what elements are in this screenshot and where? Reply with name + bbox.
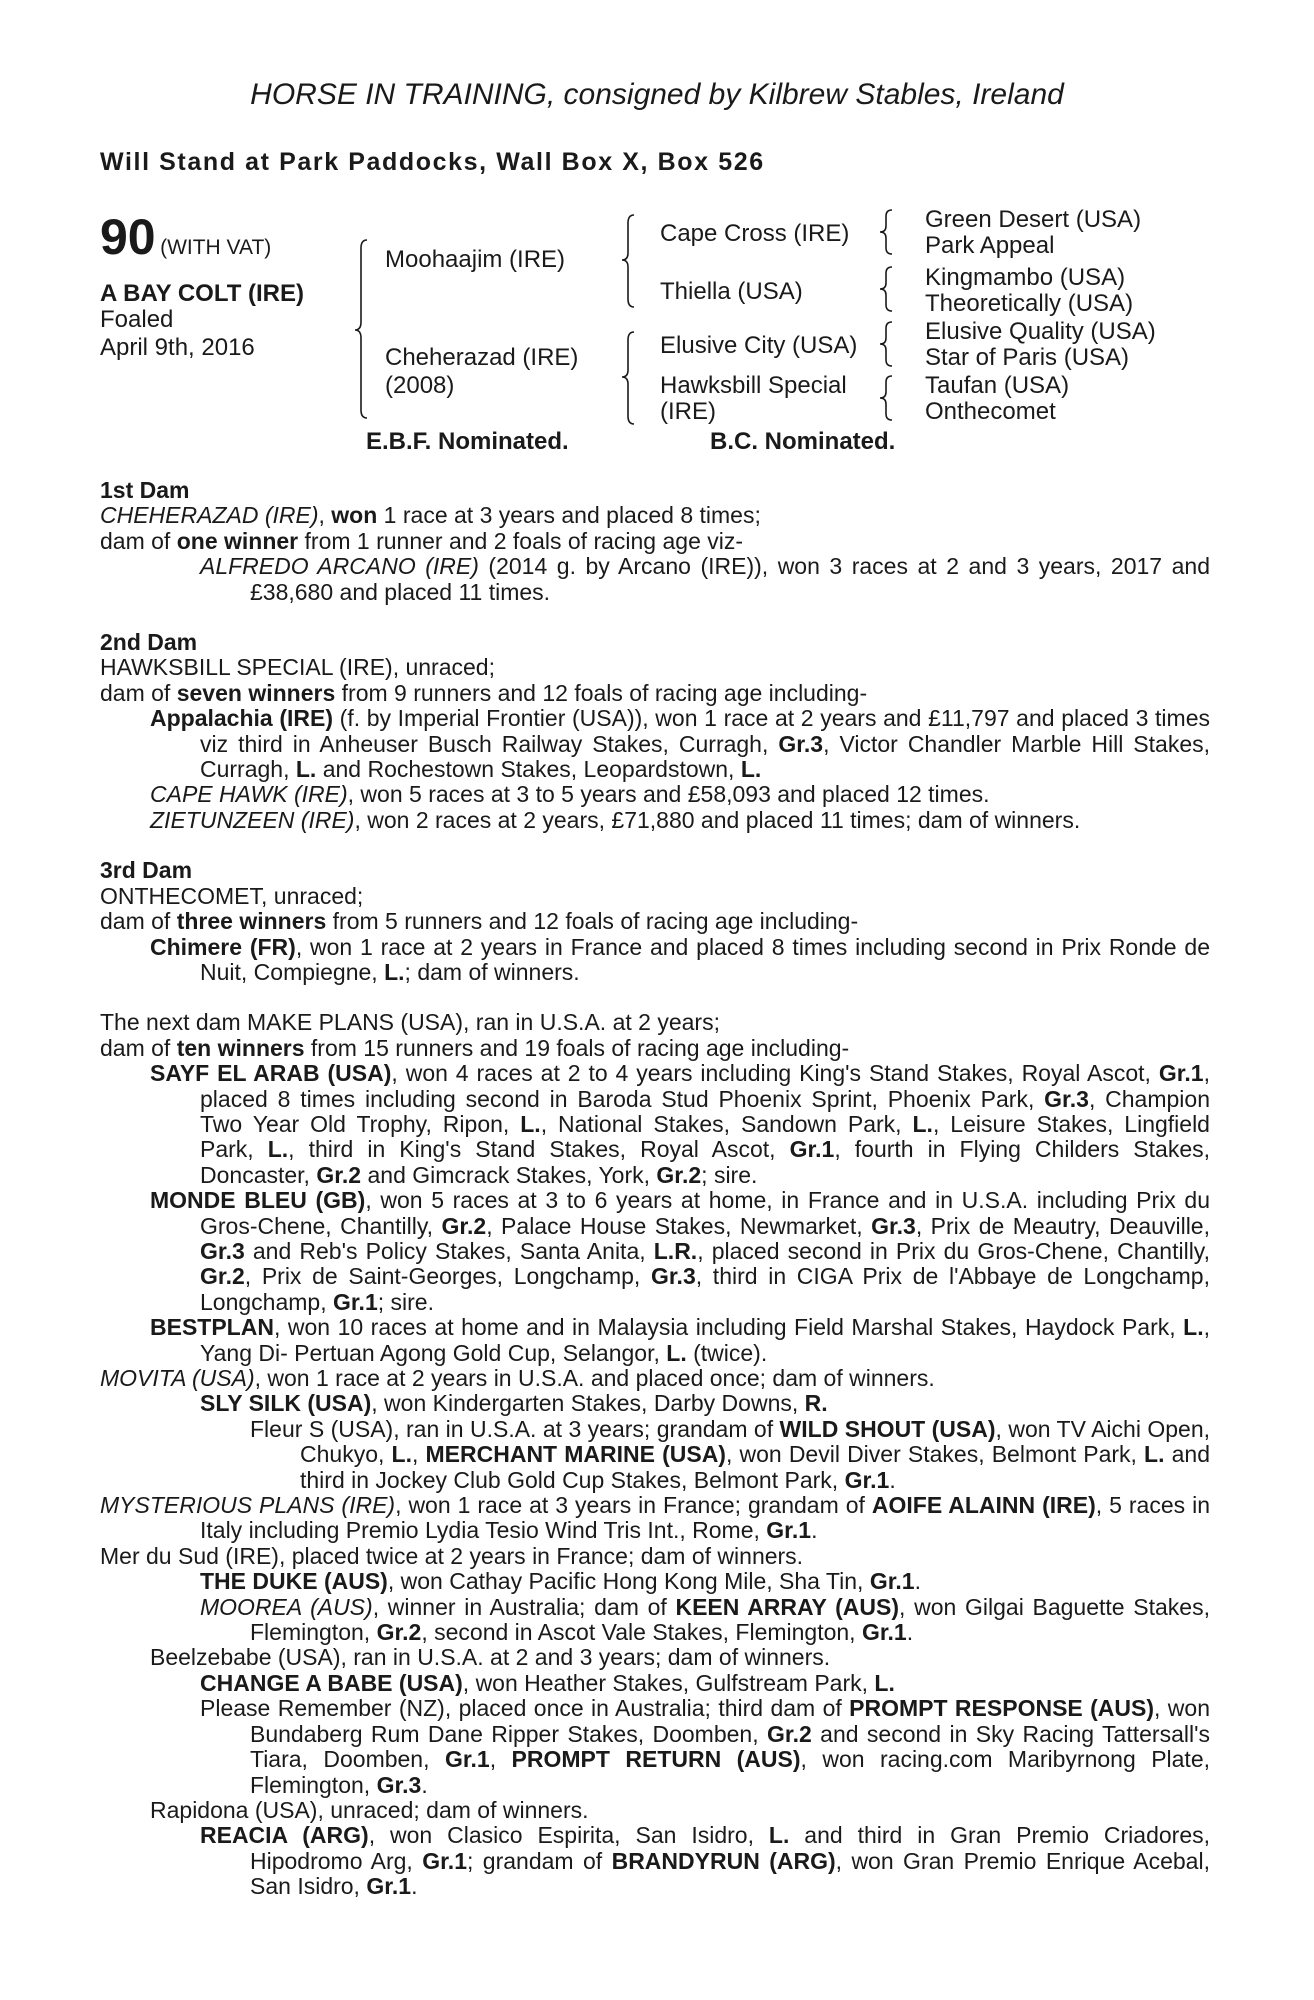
text: ; sire.	[377, 1288, 434, 1315]
text: (twice).	[686, 1339, 768, 1366]
horse-name: Chimere (FR)	[150, 933, 296, 960]
grade: L.	[384, 958, 405, 985]
text: , won Cathay Pacific Hong Kong Mile, Sha Tin,	[387, 1568, 870, 1595]
dam-dam-sire: Taufan (USA)	[925, 372, 1070, 399]
text: .	[889, 1466, 896, 1493]
pedigree-notes	[100, 478, 1210, 1900]
first-dam-line	[100, 503, 1210, 528]
horse-name: ZIETUNZEEN (IRE)	[150, 806, 355, 833]
grade: L.	[874, 1669, 895, 1696]
grade: Gr.3	[376, 1771, 422, 1798]
text: and Reb's Policy Stakes, Santa Anita,	[244, 1237, 654, 1264]
horse-name: CAPE HAWK (IRE)	[150, 781, 348, 808]
first-dam-produce-line	[100, 529, 1210, 554]
third-dam-heading: 3rd Dam	[100, 857, 193, 884]
produce-entry	[100, 1493, 1210, 1544]
text: , won racing.com Maribyrnong Plate, Flemington,	[250, 1746, 1211, 1798]
text: , Palace House Stakes, Newmarket,	[486, 1212, 872, 1239]
dam-sire: Elusive City (USA)	[660, 332, 858, 359]
winner-count: seven winners	[176, 679, 336, 706]
text: Fleur S (USA), ran in U.S.A. at 3 years; grandam of	[250, 1415, 780, 1442]
horse-name: AOIFE ALAINN (IRE)	[871, 1492, 1096, 1519]
pedigree-bracket-3a	[880, 208, 900, 256]
lot-name: A BAY COLT (IRE)	[100, 280, 305, 307]
horse-name: SLY SILK (USA)	[200, 1390, 372, 1417]
pedigree-bracket-3d	[880, 374, 900, 422]
text: ; dam of winners.	[404, 958, 580, 985]
horse-name: MONDE BLEU (GB)	[150, 1187, 366, 1214]
text: .	[421, 1771, 428, 1798]
grade: L.	[295, 756, 317, 783]
text: , won Gran Premio Enrique Acebal, San Isidro,	[250, 1847, 1210, 1900]
produce-entry: Beelzebabe (USA), ran in U.S.A. at 2 and 3 years; dam of winners.	[150, 1644, 831, 1671]
sire-dam-dam: Theoretically (USA)	[925, 290, 1134, 317]
text: , placed 8 times including second in Baroda Stud Phoenix Sprint, Phoenix Park,	[200, 1060, 1210, 1112]
produce-entry	[100, 808, 1210, 833]
text: , placed second in Prix du Gros-Chene, Chantilly,	[697, 1237, 1210, 1264]
grade: L.	[1144, 1441, 1165, 1468]
produce-entry	[100, 554, 1210, 605]
dam-dam-dam: Onthecomet	[925, 398, 1056, 425]
grade: Gr.3	[200, 1237, 245, 1264]
winner-count: one winner	[176, 527, 299, 554]
text: and second in Sky Racing Tattersall's Tiara, Doomben,	[250, 1720, 1210, 1773]
produce-entry: Rapidona (USA), unraced; dam of winners.	[150, 1796, 589, 1823]
grade: Gr.3	[871, 1212, 916, 1239]
text: ,	[318, 502, 332, 529]
pedigree-bracket-3c	[880, 320, 900, 368]
won-label: won	[331, 502, 378, 529]
text: , won Devil Diver Stakes, Belmont Park,	[725, 1441, 1145, 1468]
ebf-nomination: E.B.F. Nominated.	[366, 428, 569, 455]
grade: Gr.1	[861, 1619, 907, 1646]
text: dam of	[100, 1034, 177, 1061]
text: , Prix de Meautry, Deauville,	[915, 1212, 1210, 1239]
text: , Prix de Saint-Georges, Longchamp,	[244, 1263, 651, 1290]
dam-sire-sire: Elusive Quality (USA)	[925, 318, 1156, 345]
sire-dam: Thiella (USA)	[660, 278, 803, 305]
stand-location: Will Stand at Park Paddocks, Wall Box X, Box 526	[100, 148, 765, 176]
horse-name: MOVITA (USA)	[100, 1365, 255, 1391]
text: dam of	[100, 679, 177, 706]
grade: Gr.1	[869, 1568, 915, 1595]
grade: Gr.1	[766, 1517, 812, 1544]
produce-entry	[100, 1417, 1210, 1493]
text: , won 2 races at 2 years, £71,880 and placed 11 times; dam of winners.	[354, 806, 1081, 833]
pedigree-bracket-1	[355, 238, 375, 420]
pedigree-bracket-2a	[622, 213, 642, 309]
dam-sire-dam: Star of Paris (USA)	[925, 344, 1130, 371]
grade: Gr.2	[376, 1619, 422, 1646]
grade: Gr.1	[332, 1288, 378, 1315]
text: .	[411, 1873, 418, 1900]
first-dam-name: CHEHERAZAD (IRE)	[100, 502, 319, 529]
grade: L.R.	[653, 1237, 698, 1264]
text: dam of	[100, 908, 177, 935]
text: , won Gilgai Baguette Stakes, Flemington,	[250, 1593, 1210, 1646]
text: .	[906, 1619, 914, 1646]
text: from 15 runners and 19 foals of racing age including-	[304, 1034, 850, 1061]
text: Please Remember (NZ), placed once in Australia; third dam of	[200, 1695, 850, 1722]
first-dam-heading: 1st Dam	[100, 477, 190, 503]
sire-sire-dam: Park Appeal	[925, 232, 1055, 259]
grade: L.	[1183, 1314, 1204, 1341]
winner-count: ten winners	[176, 1034, 305, 1061]
horse-name: MYSTERIOUS PLANS (IRE)	[100, 1492, 396, 1519]
text: , National Stakes, Sandown Park,	[540, 1110, 913, 1137]
text: , fourth in Flying Childers Stakes, Doncaster,	[200, 1136, 1211, 1188]
produce-entry	[100, 706, 1210, 782]
grade: Gr.2	[441, 1212, 487, 1239]
text: from 9 runners and 12 foals of racing age including-	[335, 679, 868, 706]
produce-entry	[100, 1823, 1210, 1899]
text: , second in Ascot Vale Stakes, Flemington,	[421, 1619, 862, 1646]
text: and Gimcrack Stakes, York,	[361, 1161, 657, 1188]
grade: L.	[912, 1110, 933, 1137]
produce-entry	[100, 1696, 1210, 1798]
horse-name: PROMPT RETURN (AUS)	[511, 1746, 801, 1773]
text: , won Clasico Espirita, San Isidro,	[368, 1822, 769, 1849]
dam-year: (2008)	[385, 372, 455, 399]
dam: Cheherazad (IRE)	[385, 344, 579, 371]
horse-name: PROMPT RESPONSE (AUS)	[849, 1695, 1155, 1722]
text: , won Heather Stakes, Gulfstream Park,	[462, 1669, 875, 1696]
grade: L.	[520, 1110, 541, 1137]
grade: Gr.1	[422, 1847, 467, 1874]
third-dam-line: ONTHECOMET, unraced;	[100, 882, 364, 909]
next-dam-section	[100, 1010, 1210, 1899]
horse-name: KEEN ARRAY (AUS)	[675, 1593, 900, 1620]
produce-entry	[100, 782, 1210, 807]
second-dam-section	[100, 630, 1210, 833]
text: from 5 runners and 12 foals of racing age including-	[326, 908, 859, 935]
horse-name: BESTPLAN	[150, 1314, 274, 1341]
dam-dam-country: (IRE)	[660, 398, 716, 425]
text: (f. by Imperial Frontier (USA)), won 1 race at 2 years and £11,797 and placed 3 times viz third in Anheuser Busch Railway Stakes, Curragh,	[200, 705, 1210, 757]
sire-dam-sire: Kingmambo (USA)	[925, 264, 1126, 291]
grade: R.	[804, 1390, 828, 1417]
horse-name: THE DUKE (AUS)	[200, 1568, 388, 1595]
text: (2014 g. by Arcano (IRE)), won 3 races at 2 and 3 years, 2017 and £38,680 and placed 11 times.	[250, 553, 1210, 605]
sire: Moohaajim (IRE)	[385, 246, 566, 273]
bc-nomination: B.C. Nominated.	[710, 428, 896, 455]
produce-entry	[100, 1671, 1210, 1696]
text: , won 5 races at 3 to 5 years and £58,093 and placed 12 times.	[347, 781, 990, 808]
produce-entry	[100, 1569, 1210, 1594]
text: , Yang Di- Pertuan Agong Gold Cup, Selangor,	[200, 1314, 1210, 1366]
horse-name: MOOREA (AUS)	[200, 1593, 373, 1620]
second-dam-heading: 2nd Dam	[100, 629, 198, 656]
grade: Gr.3	[650, 1263, 696, 1290]
catalogue-header: HORSE IN TRAINING, consigned by Kilbrew Stables, Ireland	[250, 78, 1064, 111]
lot-number: 90	[100, 209, 156, 265]
text: ; sire.	[701, 1161, 758, 1188]
text: , 5 races in Italy including Premio Lydia Tesio Wind Tris Int., Rome,	[200, 1492, 1211, 1544]
text: , won 5 races at 3 to 6 years at home, in France and in U.S.A. including Prix du Gros-Chene, Chantilly,	[200, 1187, 1210, 1239]
text: from 1 runner and 2 foals of racing age viz-	[298, 527, 744, 554]
produce-entry	[100, 935, 1210, 986]
produce-entry	[100, 1595, 1210, 1646]
horse-name: MERCHANT MARINE (USA)	[425, 1441, 726, 1468]
horse-name: CHANGE A BABE (USA)	[200, 1669, 463, 1696]
text: .	[811, 1517, 818, 1544]
sire-sire: Cape Cross (IRE)	[660, 220, 850, 247]
horse-name: ALFREDO ARCANO (IRE)	[200, 553, 479, 580]
next-dam-line: The next dam MAKE PLANS (USA), ran in U.S.A. at 2 years;	[100, 1009, 720, 1036]
horse-name: SAYF EL ARAB (USA)	[150, 1060, 392, 1087]
horse-name: BRANDYRUN (ARG)	[611, 1847, 836, 1874]
text: ,	[489, 1746, 512, 1773]
text: ; grandam of	[467, 1847, 612, 1874]
text: .	[914, 1568, 921, 1595]
grade: Gr.2	[767, 1720, 812, 1747]
grade: Gr.2	[200, 1263, 245, 1290]
sire-sire-sire: Green Desert (USA)	[925, 206, 1142, 233]
grade: L.	[391, 1441, 412, 1468]
text: , won Bundaberg Rum Dane Ripper Stakes, Doomben,	[250, 1695, 1210, 1747]
text: , won Kindergarten Stakes, Darby Downs,	[371, 1390, 805, 1417]
text: , Victor Chandler Marble Hill Stakes, Curragh,	[200, 730, 1211, 783]
text: , won 4 races at 2 to 4 years including King's Stand Stakes, Royal Ascot,	[391, 1060, 1159, 1087]
third-dam-section	[100, 858, 1210, 985]
text: , won 1 race at 2 years in France and placed 8 times including second in Prix Ronde de Nuit, Compiegne,	[200, 933, 1210, 985]
grade: Gr.1	[366, 1873, 412, 1900]
foaled-label: Foaled	[100, 306, 174, 333]
produce-entry: Mer du Sud (IRE), placed twice at 2 years in France; dam of winners.	[100, 1542, 804, 1569]
dam-dam: Hawksbill Special	[660, 372, 847, 399]
grade: Gr.1	[789, 1136, 835, 1163]
text: and third in Jockey Club Gold Cup Stakes, Belmont Park,	[300, 1441, 1211, 1493]
produce-entry	[100, 1061, 1210, 1188]
text: , Champion Two Year Old Trophy, Ripon,	[200, 1085, 1210, 1137]
text: , won TV Aichi Open, Chukyo,	[300, 1415, 1211, 1468]
text: , Leisure Stakes, Lingfield Park,	[200, 1110, 1210, 1163]
second-dam-line: HAWKSBILL SPECIAL (IRE), unraced;	[100, 654, 495, 681]
horse-name: REACIA (ARG)	[200, 1822, 369, 1849]
grade: Gr.2	[316, 1161, 362, 1188]
text: , third in King's Stand Stakes, Royal Ascot,	[288, 1136, 790, 1163]
grade: Gr.1	[1158, 1060, 1204, 1087]
grade: Gr.1	[844, 1466, 890, 1493]
produce-entry	[100, 1366, 1210, 1391]
text: dam of	[100, 527, 177, 554]
grade: L.	[666, 1339, 687, 1366]
vat-note: (WITH VAT)	[160, 236, 272, 259]
grade: Gr.1	[444, 1746, 490, 1773]
grade: Gr.3	[1044, 1085, 1089, 1112]
text: and third in Gran Premio Criadores, Hipodromo Arg,	[250, 1822, 1211, 1874]
grade: L.	[267, 1136, 289, 1163]
third-dam-produce-line	[100, 909, 1210, 934]
grade: L.	[740, 756, 762, 783]
text: , won 10 races at home and in Malaysia including Field Marshal Stakes, Haydock Park,	[273, 1314, 1184, 1341]
winner-count: three winners	[176, 908, 327, 935]
lot-number-line	[100, 208, 271, 266]
grade: Gr.3	[778, 730, 824, 757]
pedigree-bracket-2b	[622, 330, 642, 426]
pedigree-bracket-3b	[880, 265, 900, 313]
text: , third in CIGA Prix de l'Abbaye de Longchamp, Longchamp,	[200, 1263, 1210, 1315]
horse-name: WILD SHOUT (USA)	[779, 1415, 996, 1442]
grade: L.	[768, 1822, 790, 1849]
second-dam-produce-line	[100, 681, 1210, 706]
foaled-date: April 9th, 2016	[100, 334, 255, 361]
text: and Rochestown Stakes, Leopardstown,	[316, 756, 741, 783]
text: , won 1 race at 3 years in France; grandam of	[395, 1492, 872, 1519]
text: , won 1 race at 2 years in U.S.A. and placed once; dam of winners.	[254, 1365, 935, 1391]
produce-entry	[100, 1188, 1210, 1315]
first-dam-section	[100, 478, 1210, 605]
produce-entry	[100, 1315, 1210, 1366]
produce-entry	[100, 1391, 1210, 1416]
grade: Gr.2	[656, 1161, 702, 1188]
text: ,	[411, 1441, 426, 1468]
horse-name: Appalachia (IRE)	[150, 705, 334, 732]
text: 1 race at 3 years and placed 8 times;	[377, 502, 761, 529]
next-dam-produce-line	[100, 1036, 1210, 1061]
text: , winner in Australia; dam of	[372, 1593, 676, 1620]
